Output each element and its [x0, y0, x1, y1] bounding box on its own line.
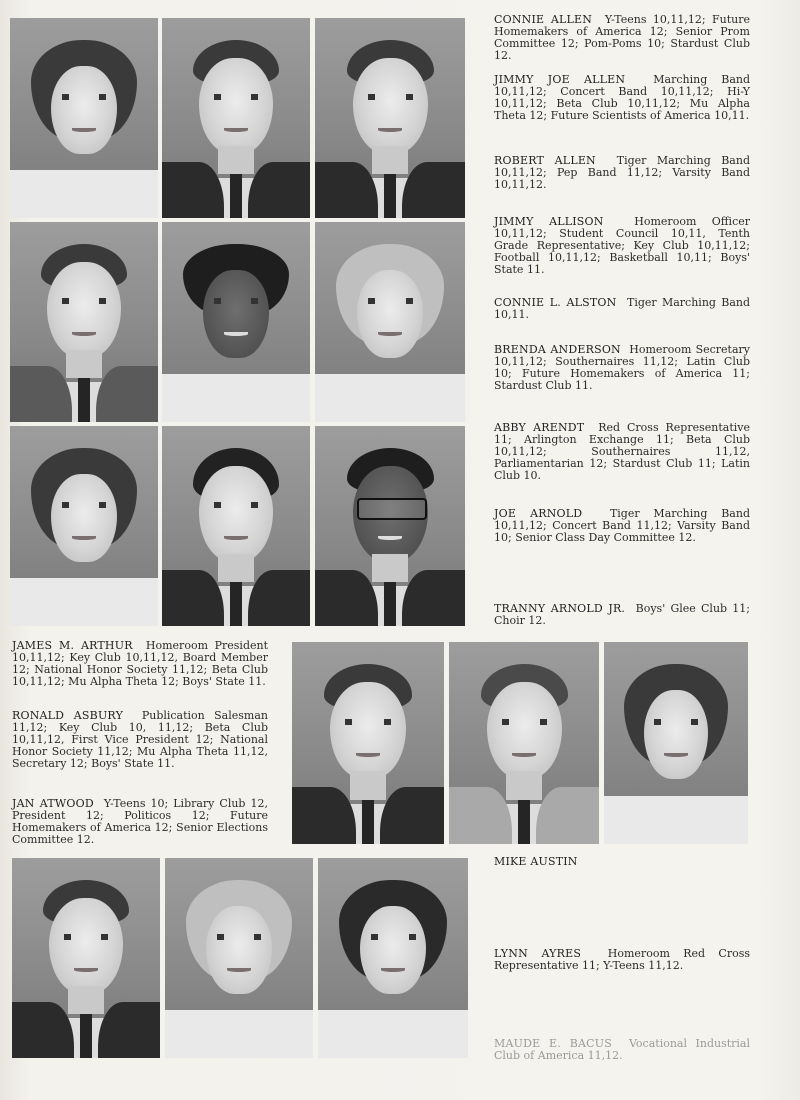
- portrait-photo: [604, 642, 748, 844]
- student-activities: Boys' Glee Club 11; Choir 12.: [494, 602, 751, 627]
- portrait-photo: [315, 18, 465, 218]
- student-activities: Publication Salesman 11,12; Key Club 10, 11,12; Beta Club 10,11,12, First Vice President 12; National Honor Society 11,12; Mu Alpha Theta 11,12, Secretary 12; Boys' State 11.: [12, 709, 268, 770]
- student-name: TRANNY ARNOLD JR.: [494, 602, 626, 615]
- student-entry: [12, 710, 268, 770]
- student-activities: Homeroom President 10,11,12; Key Club 10,11,12, Board Member 12; National Honor Society 11,12; Beta Club 10,11,12; Mu Alpha Theta 12; Boys' State 11.: [12, 639, 268, 688]
- student-name: JOE ARNOLD: [494, 507, 583, 520]
- student-entry: [494, 1038, 750, 1062]
- portrait-photo: [10, 18, 158, 218]
- student-activities: Vocational Industrial Club of America 11,12.: [494, 1037, 750, 1062]
- student-activities: Tiger Marching Band 10,11.: [494, 296, 750, 321]
- student-activities: Tiger Marching Band 10,11,12; Pep Band 11,12; Varsity Band 10,11,12.: [494, 154, 750, 191]
- student-name: ABBY ARENDT: [494, 421, 585, 434]
- student-entry: [494, 216, 750, 276]
- student-entry: [494, 344, 750, 392]
- student-name: CONNIE L. ALSTON: [494, 296, 617, 309]
- student-entry: [494, 297, 750, 321]
- student-activities: Homeroom Red Cross Representative 11; Y-Teens 11,12.: [494, 947, 750, 972]
- student-entry: [12, 640, 268, 688]
- student-name: JAN ATWOOD: [12, 797, 94, 810]
- student-entry: [494, 856, 750, 868]
- student-entry: [494, 508, 750, 544]
- student-activities: Marching Band 10,11,12; Concert Band 10,11,12; Hi-Y 10,11,12; Beta Club 10,11,12; Mu Alpha Theta 12; Future Scientists of America 10,11.: [494, 73, 751, 122]
- student-name: JIMMY JOE ALLEN: [494, 73, 626, 86]
- portrait-photo: [318, 858, 468, 1058]
- student-activities: Homeroom Secretary 10,11,12; Southernaires 11,12; Latin Club 10; Future Homemakers of America 11; Stardust Club 11.: [494, 343, 750, 392]
- portrait-photo: [10, 426, 158, 626]
- student-name: LYNN AYRES: [494, 947, 582, 960]
- student-activities: Tiger Marching Band 10,11,12; Concert Band 11,12; Varsity Band 10; Senior Class Day Committee 12.: [494, 507, 750, 544]
- portrait-photo: [12, 858, 160, 1058]
- student-entry: [494, 948, 750, 972]
- student-activities: Red Cross Representative 11; Arlington Exchange 11; Beta Club 10,11,12; Southernaires 11,12, Parliamentarian 12; Stardust Club 11; Latin Club 10.: [494, 421, 750, 482]
- portrait-photo: [449, 642, 599, 844]
- portrait-photo: [292, 642, 444, 844]
- student-entry: [494, 603, 750, 627]
- student-entry: [494, 14, 750, 62]
- student-activities: Homeroom Officer 10,11,12; Student Council 10,11, Tenth Grade Representative; Key Club 10,11,12; Football 10,11,12; Basketball 10,11; Boys' State 11.: [494, 215, 750, 276]
- student-name: JAMES M. ARTHUR: [12, 639, 133, 652]
- portrait-photo: [165, 858, 313, 1058]
- student-name: RONALD ASBURY: [12, 709, 124, 722]
- portrait-photo: [10, 222, 158, 422]
- student-name: CONNIE ALLEN: [494, 13, 593, 26]
- student-name: MAUDE E. BACUS: [494, 1037, 612, 1050]
- student-entry: [494, 74, 750, 122]
- portrait-photo: [162, 18, 310, 218]
- student-name: BRENDA ANDERSON: [494, 343, 621, 356]
- student-name: JIMMY ALLISON: [494, 215, 604, 228]
- student-entry: [494, 155, 750, 191]
- student-activities: Y-Teens 10; Library Club 12, President 12; Politicos 12; Future Homemakers of America 12; Senior Elections Committee 12.: [12, 797, 268, 846]
- student-entry: [12, 798, 268, 846]
- student-name: MIKE AUSTIN: [494, 855, 578, 868]
- portrait-photo: [162, 426, 310, 626]
- student-name: ROBERT ALLEN: [494, 154, 596, 167]
- portrait-photo: [315, 222, 465, 422]
- portrait-photo: [315, 426, 465, 626]
- student-entry: [494, 422, 750, 482]
- portrait-photo: [162, 222, 310, 422]
- student-activities: Y-Teens 10,11,12; Future Homemakers of America 12; Senior Prom Committee 12; Pom-Poms 10; Stardust Club 12.: [494, 13, 750, 62]
